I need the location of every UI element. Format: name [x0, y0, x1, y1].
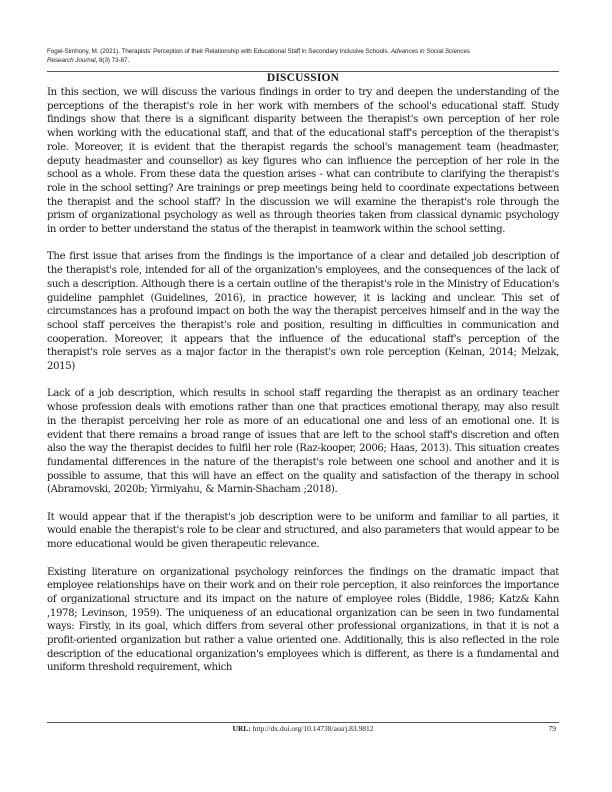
section-heading: DISCUSSION	[266, 72, 340, 84]
running-header-citation	[47, 47, 559, 65]
footer-url-link[interactable]: http://dx.doi.org/10.14738/assrj.83.9812	[250, 724, 374, 733]
paragraph-3: Lack of a job description, which results in school staff regarding the therapist as an ordinary teacher whose profession deals with emotions rather than one that practices emotional therapy, may also result in the therapist perceiving her role as more of an educational one and less of an emotional one. It is evident that there remains a broad range of issues that are left to the school staff's discretion and often also the way the therapist decides to fulfil her role (Raz-kooper, 2006; Haas, 2013). This situation creates fundamental differences in the nature of the therapist's role between one school and another and it is possible to assume, that this will have an effect on the quality and satisfaction of the therapy in school (Abramovski, 2020b; Yirmiyahu, & Marnin-Shacham ;2018).	[47, 388, 559, 496]
footer-divider	[47, 722, 559, 723]
paragraph-1: In this section, we will discuss the various findings in order to try and deepen the understanding of the perceptions of the therapist's role in her work with members of the school's educational staff. Study findings show that there is a significant disparity between the therapist's own perception of her role when working with the educational staff, and that of the educational staff's perception of the therapist's role. Moreover, it is evident that the therapist regards the school's management team (headmaster, deputy headmaster and counsellor) as key figures who can influence the perception of her role in the school as a whole. From these data the question arises - what can contribute to clarifying the therapist's role in the school setting? Are trainings or prep meetings being held to coordinate expectations between the therapist and the school staff? In the discussion we will examine the therapist's role through the prism of organizational psychology as well as through theories taken from classical dynamic psychology in order to better understand the status of the therapist in teamwork within the school setting.	[47, 87, 559, 236]
body-text	[47, 86, 559, 689]
page-number: 79	[548, 724, 556, 733]
paragraph-5: Existing literature on organizational psychology reinforces the findings on the dramatic impact that employee relationships have on their work and on their role perception, it also reinforces the importance of organizational structure and its impact on the nature of employee roles (Biddle, 1986; Katz& Kahn ,1978; Levinson, 1959). The uniqueness of an educational organization can be seen in two fundamental ways: Firstly, in its goal, which differs from several other professional organizations, in that it is not a profit-oriented organization but rather a value oriented one. Additionally, this is also reflected in the role description of the educational organization's employees which is different, as there is a fundamental and uniform threshold requirement, which	[47, 566, 559, 674]
citation-journal-part2: Research Journal	[47, 57, 96, 64]
footer-doi	[47, 724, 559, 734]
citation-volume-pages: , 8(3) 73-87.	[95, 57, 130, 64]
citation-authors-title: Fogel-Simhony, M. (2021). Therapists' Perception of their Relationship with Educational Staff in Secondary Inclusive Schools.	[47, 48, 391, 55]
citation-journal-part1: Advances in Social Sciences	[390, 48, 471, 55]
paragraph-2: The first issue that arises from the findings is the importance of a clear and detailed job description of the therapist's role, intended for all of the organization's employees, and the consequences of the lack of such a description. Although there is a certain outline of the therapist's role in the Ministry of Education's guideline pamphlet (Guidelines, 2016), in practice however, it is lacking and unclear. This set of circumstances has a profound impact on both the way the therapist perceives himself and in the way the school staff perceives the therapist's role and position, resulting in difficulties in communication and cooperation. Moreover, it appears that the influence of the educational staff's perception of the therapist's role serves as a major factor in the therapist's own role perception (Keinan, 2014; Melzak, 2015)	[47, 251, 559, 373]
footer-url-label: URL:	[232, 724, 251, 733]
paragraph-4: It would appear that if the therapist's job description were to be uniform and familiar to all parties, it would enable the therapist's role to be clear and structured, and also parameters that would appear to be more educational would be given therapeutic relevance.	[47, 511, 559, 551]
